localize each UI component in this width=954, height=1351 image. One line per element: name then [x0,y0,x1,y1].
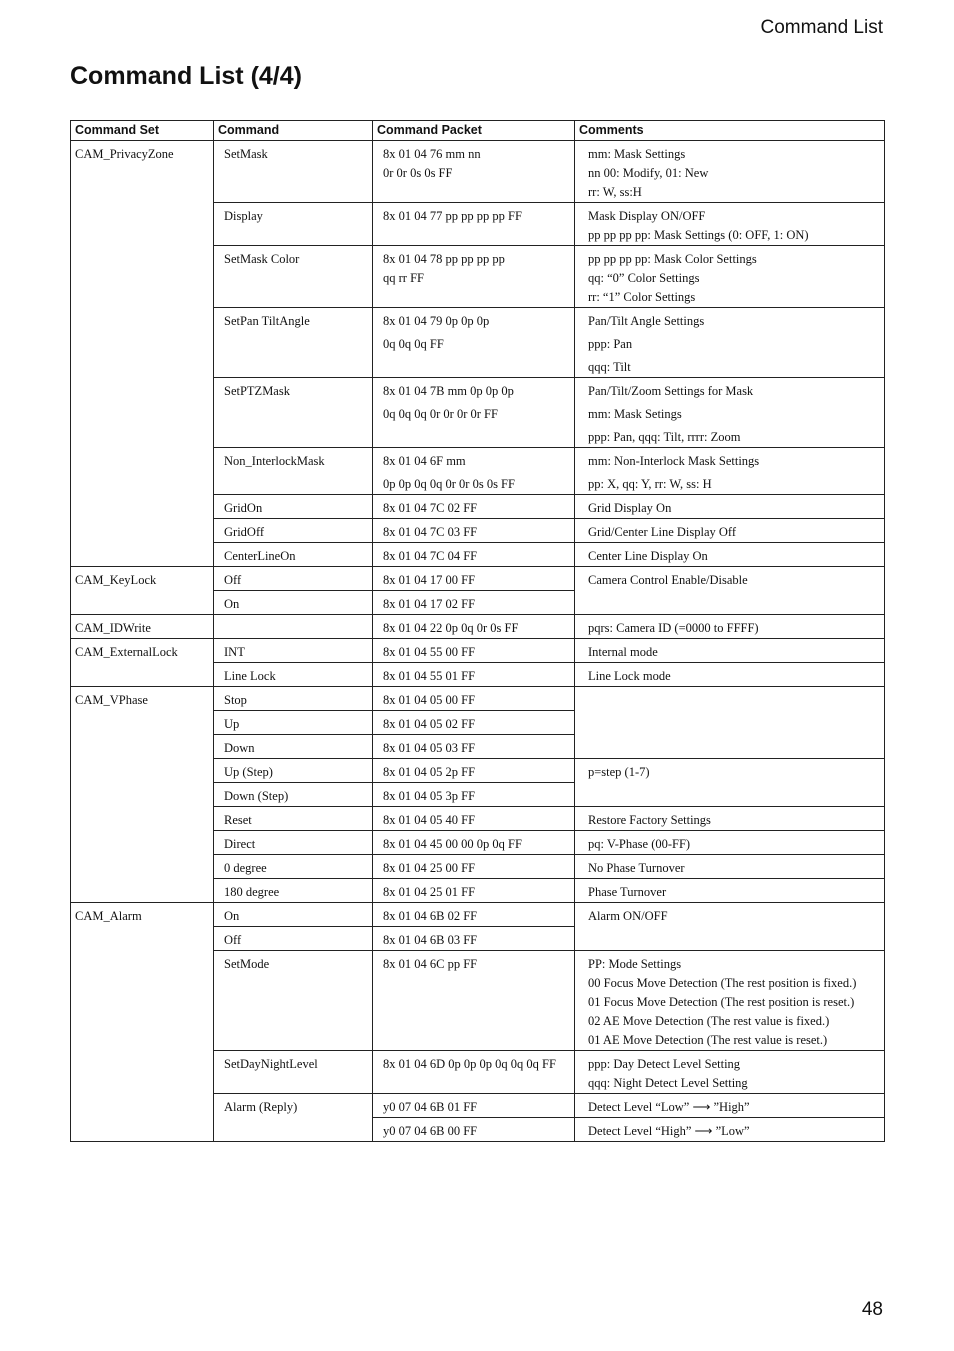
comment-cell-line: mm: Mask Setings [588,407,682,421]
command-packet-cell [373,735,575,759]
command-packet-cell [373,855,575,879]
comment-cell-line: qq: “0” Color Settings [588,271,700,285]
command-packet-cell-line: 8x 01 04 55 00 FF [383,645,476,659]
command-cell: Up [214,711,373,735]
command-cell: Stop [214,687,373,711]
command-cell: SetMode [214,951,373,1051]
comment-cell [575,378,885,448]
page-title: Command List (4/4) [70,62,302,90]
command-cell: SetDayNightLevel [214,1051,373,1094]
comment-cell-line: Alarm ON/OFF [588,909,668,923]
comment-cell [575,1051,885,1094]
command-cell: SetPan TiltAngle [214,308,373,378]
comment-cell-line: No Phase Turnover [588,861,685,875]
command-packet-cell-line: y0 07 04 6B 01 FF [383,1100,478,1114]
comment-cell-line: Center Line Display On [588,549,708,563]
comment-cell-line: pp: X, qq: Y, rr: W, ss: H [588,477,712,491]
command-packet-cell [373,927,575,951]
command-packet-cell [373,687,575,711]
comment-cell-line: Detect Level “High” ⟶ ”Low” [588,1124,750,1138]
command-packet-cell-line: 8x 01 04 6D 0p 0p 0p 0q 0q 0q FF [383,1057,556,1071]
comment-cell [575,855,885,879]
command-packet-cell [373,141,575,203]
column-header: Command [214,121,373,141]
command-packet-cell [373,663,575,687]
comment-cell-line: Mask Display ON/OFF [588,209,706,223]
command-packet-cell-line: 8x 01 04 78 pp pp pp pp [383,252,505,266]
command-packet-cell [373,495,575,519]
command-packet-cell [373,378,575,448]
column-header: Comments [575,121,885,141]
comment-cell-line: nn 00: Modify, 01: New [588,166,709,180]
comment-cell [575,903,885,951]
comment-cell [575,308,885,378]
command-cell: 0 degree [214,855,373,879]
command-cell: CenterLineOn [214,543,373,567]
comment-cell [575,203,885,246]
command-packet-cell-line: 8x 01 04 05 40 FF [383,813,476,827]
command-packet-cell-line: 0r 0r 0s 0s FF [383,166,453,180]
command-cell: GridOff [214,519,373,543]
command-packet-cell-line: 8x 01 04 17 00 FF [383,573,476,587]
command-packet-cell [373,203,575,246]
command-packet-cell [373,711,575,735]
command-packet-cell-line: 8x 01 04 6F mm [383,454,466,468]
comment-cell-line: 01 Focus Move Detection (The rest position is reset.) [588,995,855,1009]
command-packet-cell-line: 8x 01 04 22 0p 0q 0r 0s FF [383,621,519,635]
command-packet-cell [373,1051,575,1094]
command-cell: Direct [214,831,373,855]
comment-cell [575,543,885,567]
command-cell: 180 degree [214,879,373,903]
command-packet-cell-line: 8x 01 04 05 2p FF [383,765,476,779]
column-header: Command Packet [373,121,575,141]
command-cell: Display [214,203,373,246]
command-cell: SetPTZMask [214,378,373,448]
command-packet-cell [373,831,575,855]
command-packet-cell [373,951,575,1051]
comment-cell-line: p=step (1-7) [588,765,650,779]
comment-cell-line: Phase Turnover [588,885,667,899]
command-cell: Line Lock [214,663,373,687]
command-packet-cell-line: 8x 01 04 79 0p 0p 0p [383,314,490,328]
comment-cell-line: Grid/Center Line Display Off [588,525,736,539]
command-cell: On [214,591,373,615]
table-header-row [71,121,885,141]
comment-cell [575,1094,885,1118]
comment-cell-line: rr: “1” Color Settings [588,290,696,304]
command-packet-cell [373,807,575,831]
comment-cell-line: Pan/Tilt/Zoom Settings for Mask [588,384,754,398]
comment-cell-line: Grid Display On [588,501,672,515]
command-packet-cell-line: 8x 01 04 45 00 00 0p 0q FF [383,837,522,851]
command-packet-cell-line: 8x 01 04 7B mm 0p 0p 0p [383,384,514,398]
comment-cell-line: ppp: Pan, qqq: Tilt, rrrr: Zoom [588,430,741,444]
comment-cell [575,639,885,663]
command-packet-cell [373,543,575,567]
command-packet-cell [373,308,575,378]
command-cell: Reset [214,807,373,831]
command-packet-cell-line: 0q 0q 0q FF [383,337,444,351]
comment-cell-line: PP: Mode Settings [588,957,682,971]
command-cell: INT [214,639,373,663]
command-cell: Up (Step) [214,759,373,783]
comment-cell [575,759,885,807]
command-packet-cell [373,615,575,639]
command-packet-cell-line: 8x 01 04 7C 04 FF [383,549,478,563]
comment-cell [575,141,885,203]
command-set-cell: CAM_VPhase [71,687,214,903]
command-packet-cell-line: qq rr FF [383,271,424,285]
command-packet-cell-line: 8x 01 04 25 00 FF [383,861,476,875]
command-table [70,120,885,1142]
command-cell: Alarm (Reply) [214,1094,373,1142]
table-row [71,141,885,203]
command-cell [214,615,373,639]
comment-cell-line: Line Lock mode [588,669,671,683]
command-set-cell: CAM_KeyLock [71,567,214,615]
command-cell: SetMask [214,141,373,203]
command-packet-cell-line: 8x 01 04 6C pp FF [383,957,478,971]
comment-cell-line: 02 AE Move Detection (The rest value is fixed.) [588,1014,830,1028]
comment-cell [575,687,885,759]
command-packet-cell [373,879,575,903]
command-cell: Down [214,735,373,759]
command-packet-cell-line: 8x 01 04 17 02 FF [383,597,476,611]
comment-cell [575,951,885,1051]
comment-cell [575,807,885,831]
command-packet-cell [373,1118,575,1142]
comment-cell [575,567,885,615]
command-packet-cell-line: 0q 0q 0q 0r 0r 0r 0r FF [383,407,498,421]
comment-cell [575,495,885,519]
comment-cell-line: ppp: Day Detect Level Setting [588,1057,741,1071]
command-packet-cell-line: 8x 01 04 25 01 FF [383,885,476,899]
command-packet-cell-line: 8x 01 04 05 03 FF [383,741,476,755]
command-packet-cell-line: 8x 01 04 6B 03 FF [383,933,478,947]
command-packet-cell [373,639,575,663]
command-packet-cell [373,567,575,591]
command-cell: GridOn [214,495,373,519]
command-packet-cell-line: 8x 01 04 55 01 FF [383,669,476,683]
command-packet-cell [373,591,575,615]
page-number: 48 [861,1299,883,1320]
comment-cell [575,519,885,543]
command-packet-cell-line: 0p 0p 0q 0q 0r 0r 0s 0s FF [383,477,515,491]
comment-cell-line: pqrs: Camera ID (=0000 to FFFF) [588,621,759,635]
command-cell: On [214,903,373,927]
command-packet-cell-line: 8x 01 04 76 mm nn [383,147,481,161]
comment-cell [575,831,885,855]
command-cell: Off [214,567,373,591]
comment-cell [575,1118,885,1142]
command-cell: Non_InterlockMask [214,448,373,495]
comment-cell-line: pp pp pp pp: Mask Color Settings [588,252,757,266]
table-body [71,141,885,1142]
command-packet-cell-line: 8x 01 04 05 3p FF [383,789,476,803]
comment-cell-line: qqq: Tilt [588,360,631,374]
command-packet-cell-line: 8x 01 04 7C 02 FF [383,501,478,515]
command-set-cell: CAM_IDWrite [71,615,214,639]
column-header: Command Set [71,121,214,141]
table-row [71,567,885,591]
comment-cell-line: Pan/Tilt Angle Settings [588,314,705,328]
comment-cell [575,615,885,639]
command-packet-cell-line: y0 07 04 6B 00 FF [383,1124,478,1138]
comment-cell-line: pq: V-Phase (00-FF) [588,837,691,851]
comment-cell [575,879,885,903]
comment-cell [575,663,885,687]
comment-cell [575,448,885,495]
table-row [71,903,885,927]
command-packet-cell [373,903,575,927]
comment-cell-line: mm: Non-Interlock Mask Settings [588,454,760,468]
command-cell: SetMask Color [214,246,373,308]
command-packet-cell-line: 8x 01 04 05 00 FF [383,693,476,707]
comment-cell-line: 01 AE Move Detection (The rest value is reset.) [588,1033,828,1047]
command-packet-cell [373,759,575,783]
command-packet-cell-line: 8x 01 04 6B 02 FF [383,909,478,923]
comment-cell-line: pp pp pp pp: Mask Settings (0: OFF, 1: ON) [588,228,809,242]
comment-cell-line: qqq: Night Detect Level Setting [588,1076,748,1090]
command-set-cell: CAM_PrivacyZone [71,141,214,567]
command-set-cell: CAM_ExternalLock [71,639,214,687]
command-packet-cell [373,783,575,807]
table-row [71,615,885,639]
command-packet-cell [373,519,575,543]
running-header: Command List [760,17,883,38]
comment-cell-line: Detect Level “Low” ⟶ ”High” [588,1100,750,1114]
comment-cell-line: Internal mode [588,645,658,659]
command-packet-cell-line: 8x 01 04 77 pp pp pp pp FF [383,209,522,223]
command-cell: Off [214,927,373,951]
comment-cell-line: Restore Factory Settings [588,813,711,827]
command-packet-cell [373,246,575,308]
command-set-cell: CAM_Alarm [71,903,214,1142]
command-packet-cell [373,448,575,495]
comment-cell-line: mm: Mask Settings [588,147,686,161]
table-row [71,687,885,711]
comment-cell-line: Camera Control Enable/Disable [588,573,748,587]
command-packet-cell-line: 8x 01 04 05 02 FF [383,717,476,731]
comment-cell-line: 00 Focus Move Detection (The rest position is fixed.) [588,976,857,990]
command-packet-cell [373,1094,575,1118]
command-packet-cell-line: 8x 01 04 7C 03 FF [383,525,478,539]
comment-cell-line: rr: W, ss:H [588,185,642,199]
table-row [71,639,885,663]
comment-cell-line: ppp: Pan [588,337,633,351]
command-cell: Down (Step) [214,783,373,807]
comment-cell [575,246,885,308]
